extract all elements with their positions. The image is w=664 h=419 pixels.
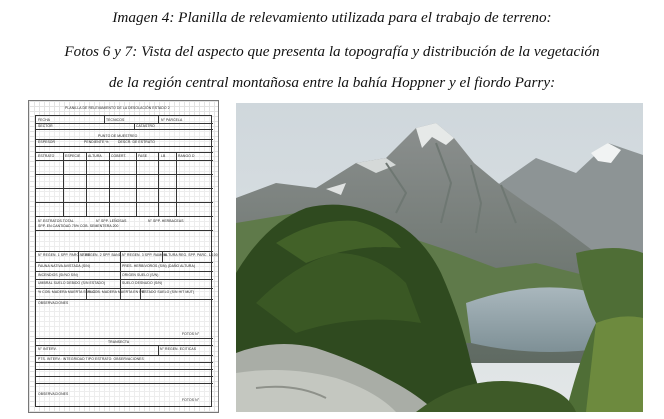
form-label-desc-estrato: DESCR. DE ESTRATO	[118, 140, 155, 144]
form-label-incendios: INCENDIOS (SI/NO S/N)	[38, 273, 78, 277]
landscape-photo	[236, 103, 643, 412]
form-label-estado-suelo: ESTADO SUELO (S/N HIT MUT)	[142, 290, 195, 294]
form-label-pts-interv: PTS. INTERV.: INTEGRIDAD TIPO ESTRATO: OBSERVACIONES	[38, 357, 144, 361]
form-col-lb: LB	[161, 154, 166, 158]
form-label-catastro: CATASTRO	[136, 124, 155, 128]
form-label-n-lenosas: N° SPP. LEÑOSAS	[96, 219, 127, 223]
form-label-fauna: FAUNA NATIVA AVISTADA (S/N)	[38, 264, 90, 268]
form-label-fotos: FOTOS N°	[182, 332, 200, 336]
form-label-punto-muestreo: PUNTO DE MUESTREO	[98, 134, 138, 138]
caption-line-1: Imagen 4: Planilla de relevamiento utilizada para el trabajo de terreno:	[112, 9, 552, 26]
form-label-altura-reg: ALTURA REG. SPP. PARC. 1/100	[164, 253, 218, 257]
form-label-pendiente: PENDIENTE %	[84, 140, 109, 144]
form-col-estrato: ESTRATO	[38, 154, 55, 158]
form-col-especie: ESPECIE	[65, 154, 81, 158]
form-label-tecnicos: TECNICOS	[106, 118, 125, 122]
form-label-umbral: UMBRAL SUELO DEBIDO (S/N ESTADO)	[38, 281, 106, 285]
landscape-illustration	[236, 103, 643, 412]
form-label-fecha: FECHA	[38, 118, 50, 122]
form-col-rango: RANGO D	[178, 154, 195, 158]
form-label-spp-pres: SPP. EN CANTIDAD 75% COB. SEMENTERA 200	[38, 224, 119, 228]
form-label-orig-suelo: ORIGEN SUELO (S/N)	[122, 273, 159, 277]
caption-line-2: Fotos 6 y 7: Vista del aspecto que presenta la topografía y distribución de la vegetación	[64, 43, 600, 60]
form-label-regen-1: N° REGEN. 1 SPP. PARC. 1/100	[38, 253, 91, 257]
form-label-parcela: N° PARCELA	[161, 118, 183, 122]
form-col-altura: ALTURA	[88, 154, 102, 158]
form-label-transecta: TRANSECTA	[108, 340, 130, 344]
form-label-regen-2: N° REGEN. 2 SPP. BAND.	[80, 253, 123, 257]
form-label-n-veg: N° REGEN. ECITICAS	[160, 347, 197, 351]
form-label-suelo-desc: SUELO DESNUDO (S/N)	[122, 281, 163, 285]
form-label-n-interv: N° INTERV.	[38, 347, 57, 351]
form-label-n-estratos: N° ESTRATOS TOTAL	[38, 219, 74, 223]
form-label-mantillo: % COB. MADERA MUERTA EN PIE	[88, 290, 146, 294]
form-label-humus: % COB. MADERA MUERTA SUELO	[38, 290, 96, 294]
form-label-regen-3: N° REGEN. 3 SPP. RAMON	[122, 253, 167, 257]
form-col-fase: FASE	[138, 154, 148, 158]
caption-line-3: de la región central montañosa entre la bahía Hoppner y el fiordo Parry:	[108, 74, 556, 91]
form-label-fotos-2: FOTOS N°	[182, 398, 200, 402]
form-label-espesor: ESPESOR	[38, 140, 56, 144]
form-label-n-herbaceas: N° SPP. HERBACEAS	[148, 219, 184, 223]
form-label-observaciones: OBSERVACIONES	[38, 301, 69, 305]
form-sheet	[35, 115, 218, 407]
form-label-pres-herb: PRES. HERBIVOROS (S/N) (DAÑO ALTURA)	[122, 264, 196, 268]
form-label-sector: SECTOR	[38, 124, 53, 128]
survey-form-image	[28, 100, 219, 413]
form-label-observaciones-2: OBSERVACIONES	[38, 392, 69, 396]
form-col-cobert: COBERT.	[111, 154, 127, 158]
form-title: PLANILLA DE RELEVAMIENTO DE LA DESOLACIÓN ESTADO 2	[65, 106, 170, 110]
